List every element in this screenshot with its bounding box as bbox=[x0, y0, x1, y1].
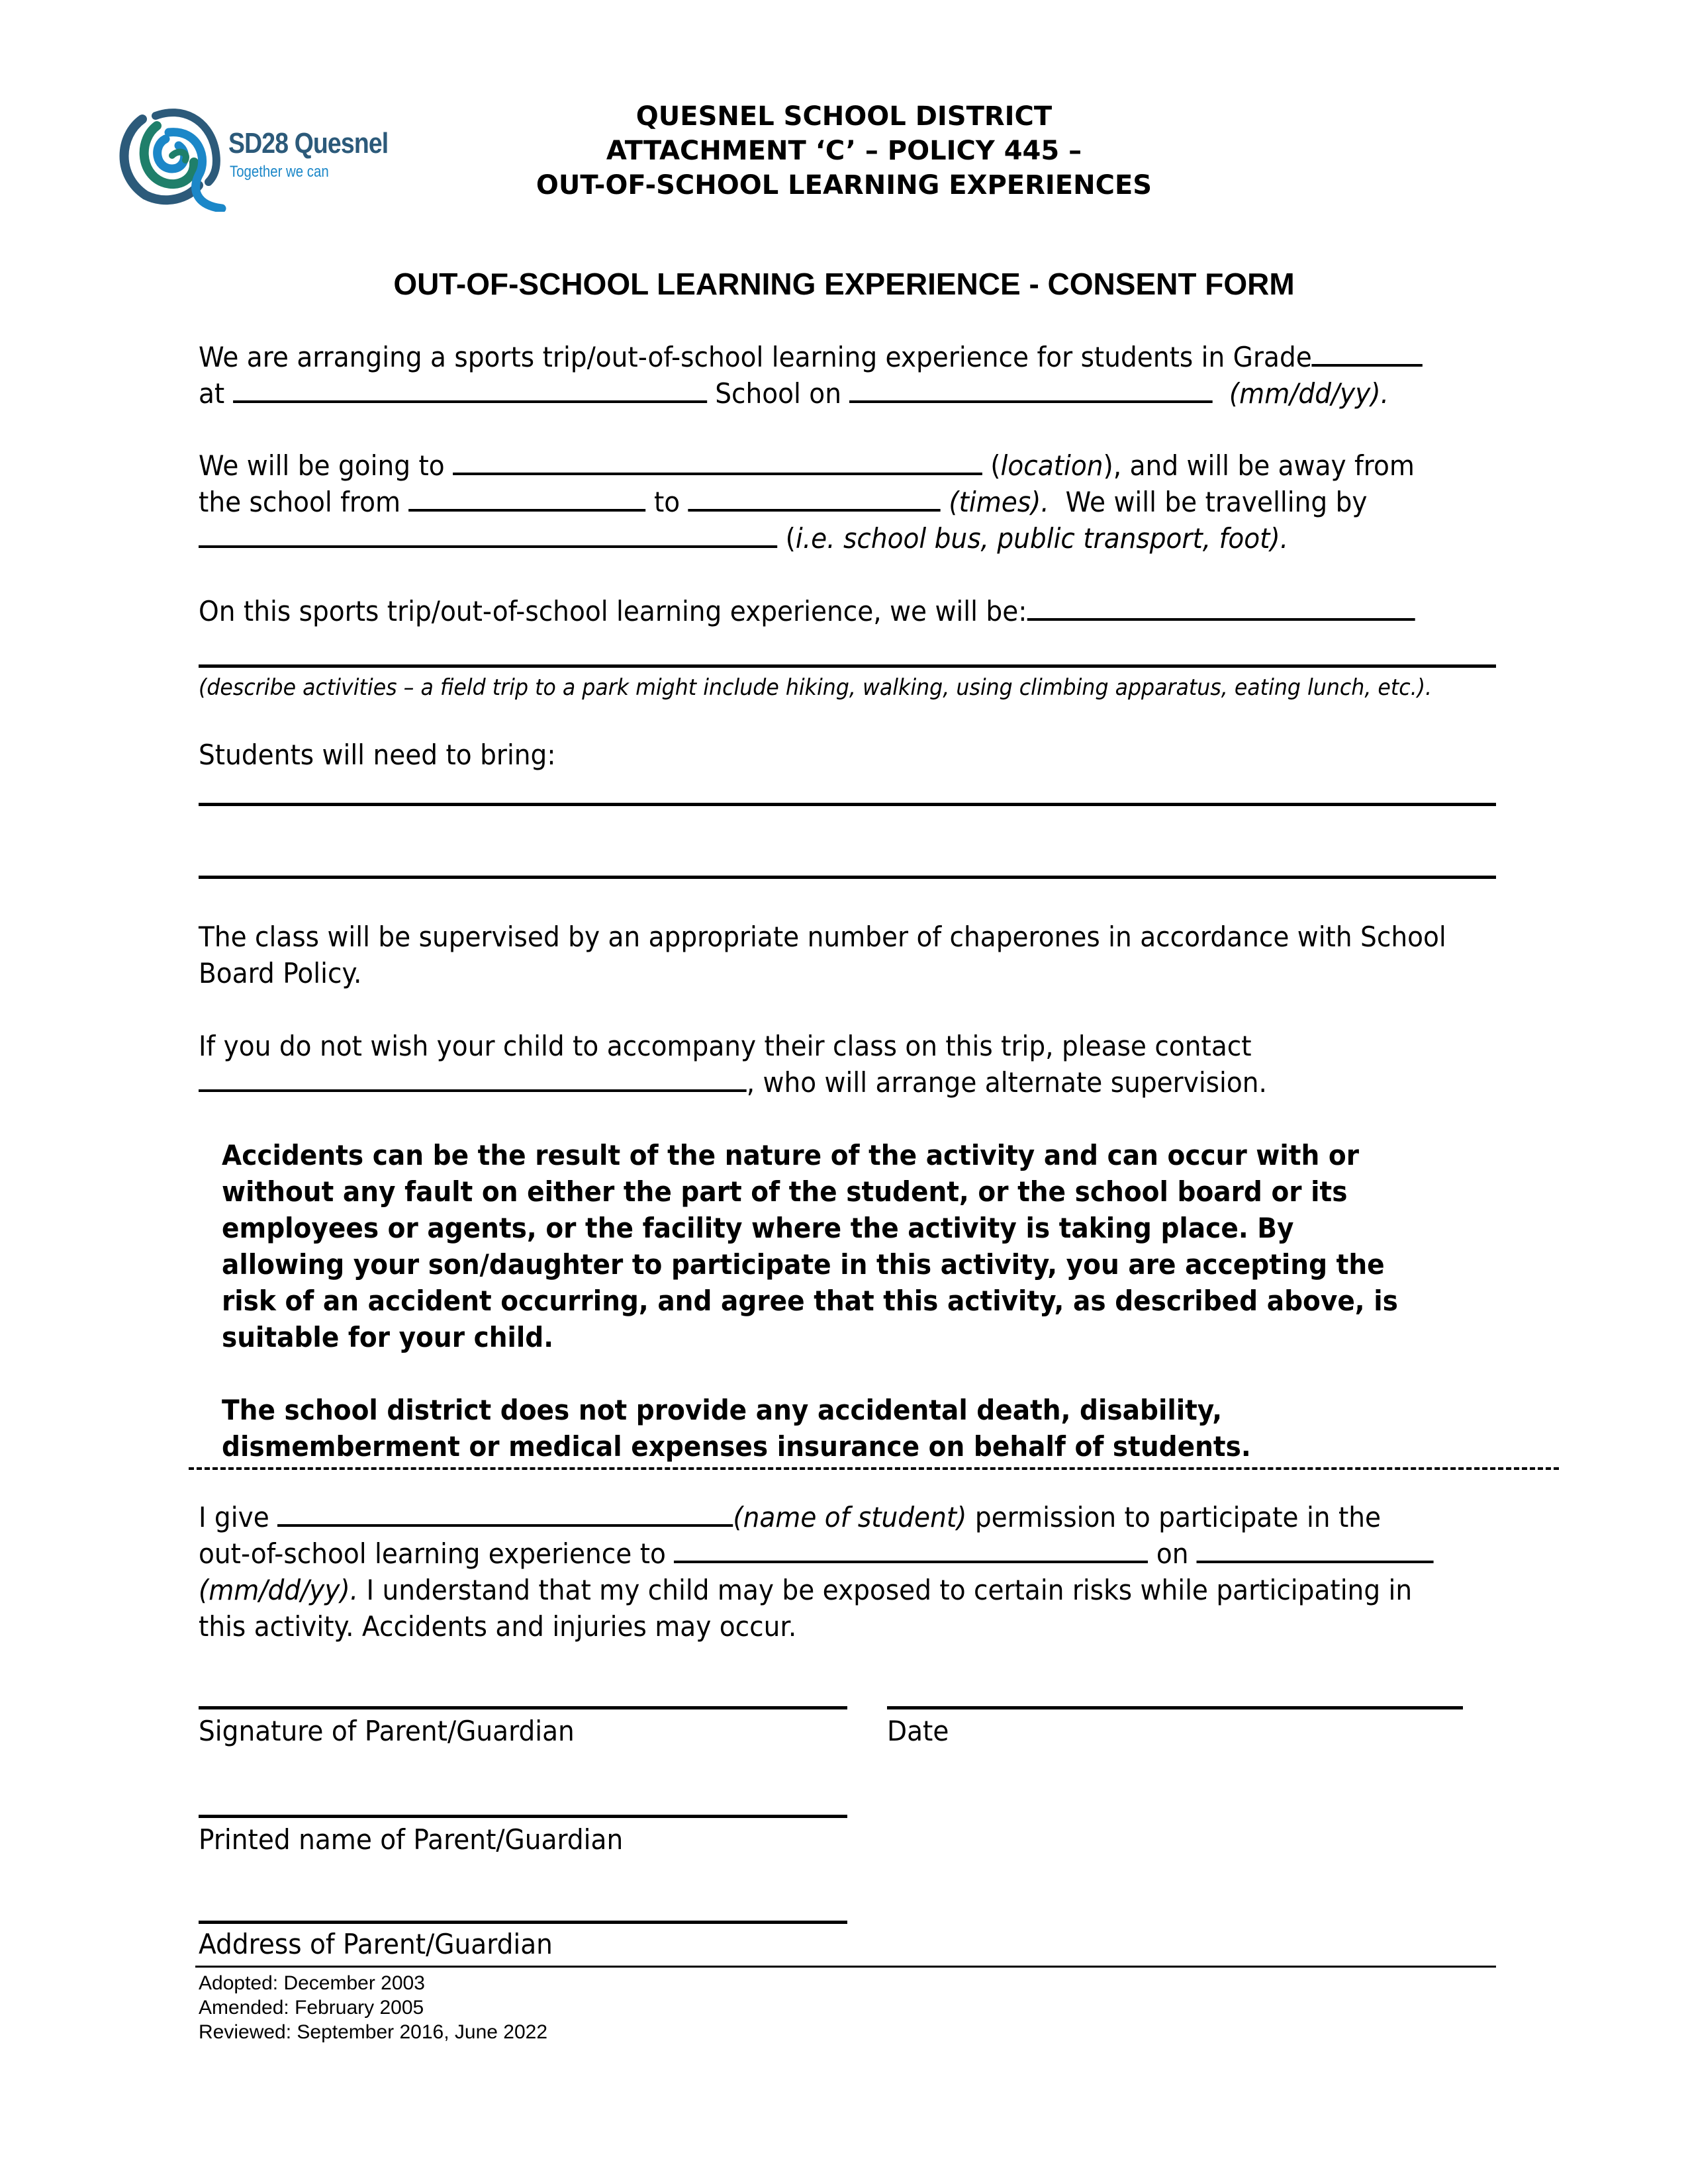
consent-line-3: (mm/dd/yy). I understand that my child may be exposed to certain risks while participating in bbox=[199, 1574, 1413, 1606]
warning-line: Accidents can be the result of the nature of the activity and can occur with or bbox=[222, 1139, 1359, 1171]
alternate-contact-field[interactable] bbox=[199, 1066, 747, 1092]
trip-date-field[interactable] bbox=[849, 377, 1213, 403]
return-time-field[interactable] bbox=[688, 485, 941, 512]
tear-off-divider bbox=[189, 1467, 1559, 1470]
bring-label: Students will need to bring: bbox=[199, 739, 556, 771]
student-name-field[interactable] bbox=[277, 1500, 733, 1527]
printed-name-field[interactable] bbox=[199, 1815, 847, 1818]
form-title: OUT-OF-SCHOOL LEARNING EXPERIENCE - CONSENT FORM bbox=[393, 267, 1295, 301]
insurance-line: The school district does not provide any accidental death, disability, bbox=[222, 1394, 1223, 1426]
consent-line-2: out-of-school learning experience to on bbox=[199, 1535, 1405, 1572]
travel-line-2: the school from to (times). We will be travelling by bbox=[199, 486, 1368, 518]
bring-field-line-2[interactable] bbox=[199, 876, 1496, 879]
activities-line: On this sports trip/out-of-school learning experience, we will be: bbox=[199, 593, 1405, 629]
signature-field[interactable] bbox=[199, 1706, 847, 1709]
consent-date-field[interactable] bbox=[1197, 1537, 1434, 1563]
intro-line-1: We are arranging a sports trip/out-of-school learning experience for students in Grade bbox=[199, 339, 1405, 375]
amended-date: Amended: February 2005 bbox=[199, 1997, 424, 2019]
logo-name: SD28 Quesnel bbox=[228, 127, 389, 159]
depart-time-field[interactable] bbox=[408, 485, 645, 512]
warning-line: allowing your son/daughter to participate in this activity, you are accepting the bbox=[222, 1248, 1385, 1281]
intro-line-2: at School on (mm/dd/yy). bbox=[199, 377, 1389, 410]
warning-line: without any fault on either the part of the student, or the school board or its bbox=[222, 1175, 1348, 1208]
warning-line: risk of an accident occurring, and agree that this activity, as described above, is bbox=[222, 1285, 1398, 1317]
activities-field[interactable] bbox=[1027, 594, 1415, 621]
consent-line-4: this activity. Accidents and injuries may occur. bbox=[199, 1610, 797, 1643]
printed-name-label: Printed name of Parent/Guardian bbox=[199, 1823, 624, 1856]
header-attachment: ATTACHMENT ‘C’ – POLICY 445 – bbox=[606, 136, 1082, 166]
activities-hint: (describe activities – a field trip to a park might include hiking, walking, using climbing apparatus, eating lunch, etc.). bbox=[199, 674, 1432, 701]
date-field[interactable] bbox=[887, 1706, 1463, 1709]
warning-line: employees or agents, or the facility where the activity is taking place. By bbox=[222, 1212, 1294, 1244]
logo-tagline: Together we can bbox=[230, 163, 329, 181]
address-label: Address of Parent/Guardian bbox=[199, 1928, 553, 1960]
opt-out-line-2: , who will arrange alternate supervision. bbox=[199, 1064, 1405, 1101]
opt-out-line-1: If you do not wish your child to accompany their class on this trip, please contact bbox=[199, 1030, 1252, 1062]
adopted-date: Adopted: December 2003 bbox=[199, 1972, 425, 1994]
bring-field-line-1[interactable] bbox=[199, 803, 1496, 806]
document-header bbox=[0, 99, 1688, 203]
signature-label: Signature of Parent/Guardian bbox=[199, 1715, 575, 1747]
grade-field[interactable] bbox=[1312, 340, 1423, 367]
travel-line-1: We will be going to (location), and will be away from bbox=[199, 449, 1415, 482]
address-field[interactable] bbox=[199, 1921, 847, 1924]
supervision-line-2: Board Policy. bbox=[199, 957, 362, 989]
insurance-line: dismemberment or medical expenses insurance on behalf of students. bbox=[222, 1430, 1251, 1463]
consent-line-1: I give (name of student) permission to participate in the bbox=[199, 1501, 1382, 1533]
school-name-field[interactable] bbox=[233, 377, 707, 403]
footer-divider bbox=[195, 1966, 1496, 1968]
reviewed-dates: Reviewed: September 2016, June 2022 bbox=[199, 2021, 548, 2043]
supervision-line-1: The class will be supervised by an appropriate number of chaperones in accordance with School bbox=[199, 921, 1446, 953]
travel-line-3: (i.e. school bus, public transport, foot). bbox=[199, 520, 1405, 557]
header-policy-title: OUT-OF-SCHOOL LEARNING EXPERIENCES bbox=[536, 170, 1152, 201]
policy-history bbox=[199, 1971, 547, 2044]
destination-field[interactable] bbox=[674, 1537, 1148, 1563]
date-label: Date bbox=[887, 1715, 949, 1747]
transport-field[interactable] bbox=[199, 522, 777, 548]
header-district: QUESNEL SCHOOL DISTRICT bbox=[635, 101, 1053, 132]
location-field[interactable] bbox=[453, 449, 982, 475]
warning-line: suitable for your child. bbox=[222, 1321, 554, 1353]
activities-line-2[interactable] bbox=[199, 664, 1496, 668]
